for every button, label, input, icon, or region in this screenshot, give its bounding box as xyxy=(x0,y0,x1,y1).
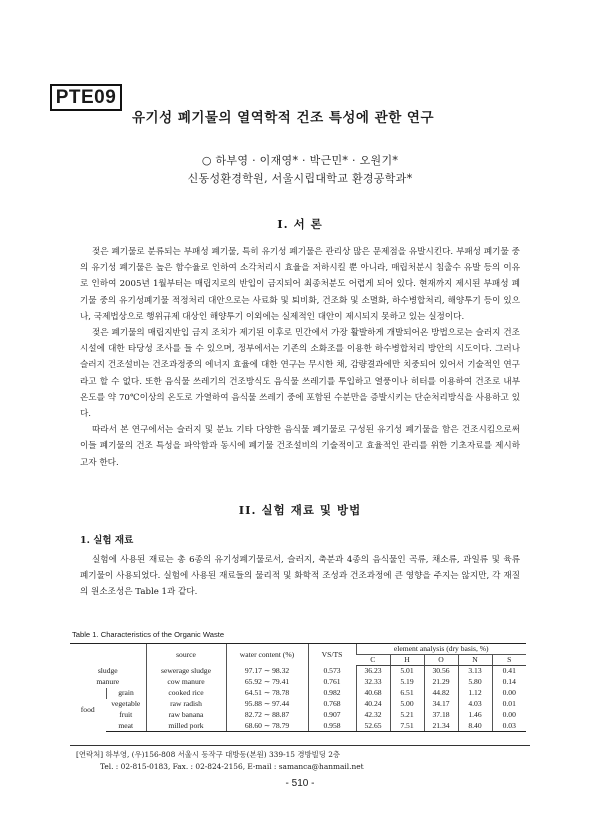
table-row xyxy=(70,721,526,732)
row-h: 5.00 xyxy=(390,699,424,710)
header-source: source xyxy=(146,644,226,666)
row-n: 5.80 xyxy=(458,677,492,688)
intro-paragraph: 젖은 폐기물의 매립지반입 금지 조치가 제기된 이후로 민간에서 가장 활발하게 개발되어온 방법으로는 슬러지 건조시설에 대한 타당성 조사를 들 수 있으며, 정부에서는 기존의 소화조를 이용한 하수병합처리 방안의 시도이다. 그러나 슬러지 건조설비는 건조과정중의 에너지 효율에 대한 연구는 무시한 채, 감량결과에만 치중되어 있어서 기술적인 연구라고 할 수 없다. 또한 음식물 쓰레기의 건조방식도 음식물 쓰레기를 투입하고 열풍이나 히터를 이용하여 건조로 내부온도를 약 70℃이상의 온도로 가열하여 음식물 쓰레기 중에 포함된 수분만을 증발시키는 단순처리방식을 사용하고 있다. xyxy=(80,328,520,420)
table-row xyxy=(70,710,526,721)
row-source: raw radish xyxy=(146,699,226,710)
header-element-c: C xyxy=(356,655,390,666)
row-o: 44.82 xyxy=(424,688,458,699)
waste-characteristics-table xyxy=(70,643,526,732)
row-n: 1.12 xyxy=(458,688,492,699)
row-category: vegetable xyxy=(111,699,141,708)
row-h: 5.21 xyxy=(390,710,424,721)
row-s: 0.00 xyxy=(492,710,526,721)
intro-paragraph: 따라서 본 연구에서는 슬러지 및 분뇨 기타 다양한 음식물 폐기물로 구성된 유기성 폐기물을 함은 건조시킴으로써 이들 폐기물의 건조 특성을 파악함과 동시에 폐기물 건조설비의 기술적이고 효율적인 관리를 위한 기초자료를 제시하고자 한다. xyxy=(80,425,520,468)
footnote-contact-line: [연락처] 하부영, (우)156-808 서울시 동작구 대방동(본원) 339-15 경방빌딩 2층 xyxy=(76,750,341,759)
authors-line: ○ 하부영 · 이재영* · 박근민* · 오원기* xyxy=(201,154,399,167)
subsection-heading-materials: 1. 실험 재료 xyxy=(80,535,134,546)
row-o: 30.56 xyxy=(424,666,458,677)
row-category: manure xyxy=(96,677,120,686)
table-row xyxy=(70,666,526,677)
row-h: 7.51 xyxy=(390,721,424,732)
row-h: 5.19 xyxy=(390,677,424,688)
table-caption: Table 1. Characteristics of the Organic Waste xyxy=(72,630,225,639)
contact-footnote xyxy=(76,749,536,773)
row-h: 6.51 xyxy=(390,688,424,699)
row-c: 52.65 xyxy=(356,721,390,732)
affiliation-line: 신동성환경학원, 서울시립대학교 환경공학과* xyxy=(187,172,413,185)
materials-body xyxy=(80,552,520,601)
row-water-content: 65.92 ∼ 79.41 xyxy=(226,677,308,688)
materials-paragraph: 실험에 사용된 재료는 총 6종의 유기성폐기물로서, 슬러지, 축분과 4종의 음식물인 곡류, 채소류, 과일류 및 육류 폐기물이 사용되었다. 실험에 사용된 재료들의 물리적 및 화학적 조성과 건조과정에 큰 영향을 주지는 않지만, 각 재질의 원소조성은 Table 1과 같다. xyxy=(80,555,520,598)
row-water-content: 95.88 ∼ 97.44 xyxy=(226,699,308,710)
row-category: grain xyxy=(106,688,146,699)
row-vs-ts: 0.768 xyxy=(308,699,356,710)
row-water-content: 82.72 ∼ 88.87 xyxy=(226,710,308,721)
page-number: - 510 - xyxy=(285,778,315,789)
row-source: cooked rice xyxy=(146,688,226,699)
row-vs-ts: 0.907 xyxy=(308,710,356,721)
row-category: meat xyxy=(106,721,146,732)
row-c: 40.24 xyxy=(356,699,390,710)
row-vs-ts: 0.958 xyxy=(308,721,356,732)
row-water-content: 68.60 ∼ 78.79 xyxy=(226,721,308,732)
row-vs-ts: 0.761 xyxy=(308,677,356,688)
section-heading-methods: II. 실험 재료 및 방법 xyxy=(238,503,362,517)
row-s: 0.00 xyxy=(492,688,526,699)
row-vs-ts: 0.982 xyxy=(308,688,356,699)
header-element-n: N xyxy=(458,655,492,666)
row-source: raw banana xyxy=(146,710,226,721)
row-group-food: food xyxy=(80,704,95,714)
row-category: sludge xyxy=(97,666,118,675)
row-o: 21.29 xyxy=(424,677,458,688)
row-s: 0.03 xyxy=(492,721,526,732)
row-c: 42.32 xyxy=(356,710,390,721)
row-n: 8.40 xyxy=(458,721,492,732)
header-blank xyxy=(70,644,146,666)
row-c: 40.68 xyxy=(356,688,390,699)
row-n: 4.03 xyxy=(458,699,492,710)
header-vs-ts: VS/TS xyxy=(308,644,356,666)
row-o: 34.17 xyxy=(424,699,458,710)
row-vs-ts: 0.573 xyxy=(308,666,356,677)
row-water-content: 64.51 ∼ 78.78 xyxy=(226,688,308,699)
table-row xyxy=(70,699,526,710)
paper-title: 유기성 폐기물의 열역학적 건조 특성에 관한 연구 xyxy=(132,110,435,126)
introduction-body xyxy=(80,244,520,471)
row-o: 21.34 xyxy=(424,721,458,732)
footnote-phone-email-line: Tel. : 02-815-0183, Fax. : 02-824-2156, E-mail : samanca@hanmail.net xyxy=(100,762,364,771)
row-s: 0.14 xyxy=(492,677,526,688)
row-source: sewerage sludge xyxy=(146,666,226,677)
intro-paragraph: 젖은 폐기물로 분류되는 부패성 폐기물, 특히 유기성 폐기물은 관리상 많은 문제점을 유발시킨다. 부패성 폐기물 중의 유기성 폐기물은 높은 함수율로 인하여 소각처리시 효율을 저하시킬 뿐 아니라, 매립처분시 침출수 유발 등의 이유로 인하여 2005년 1월부터는 매립지로의 반입이 금지되어 최종처분도 어렵게 되어 있다. 현재까지 제시된 부패성 폐기물 중의 유기성폐기물 적정처리 대안으로는 사료화 및 퇴비화, 건조화 및 소멸화, 하수병합처리, 해양투기 등이 있으나, 국제법상으로 행위규제 대상인 해양투기 이외에는 실제적인 대안이 제시되지 못하고 있는 실정이다. xyxy=(80,247,520,322)
header-element-analysis: element analysis (dry basis, %) xyxy=(356,644,526,655)
row-c: 32.33 xyxy=(356,677,390,688)
table-row xyxy=(70,688,526,699)
row-source: cow manure xyxy=(146,677,226,688)
row-o: 37.18 xyxy=(424,710,458,721)
row-s: 0.41 xyxy=(492,666,526,677)
section-heading-introduction: I. 서 론 xyxy=(277,217,323,231)
row-category: fruit xyxy=(119,710,133,719)
table-header-row xyxy=(70,644,526,655)
row-source: milled pork xyxy=(146,721,226,732)
header-element-s: S xyxy=(492,655,526,666)
header-water-content: water content (%) xyxy=(226,644,308,666)
header-element-o: O xyxy=(424,655,458,666)
row-s: 0.01 xyxy=(492,699,526,710)
row-h: 5.01 xyxy=(390,666,424,677)
row-water-content: 97.17 ∼ 98.32 xyxy=(226,666,308,677)
paper-code-box: PTE09 xyxy=(50,84,122,111)
table-row xyxy=(70,677,526,688)
header-element-h: H xyxy=(390,655,424,666)
row-n: 1.46 xyxy=(458,710,492,721)
row-n: 3.13 xyxy=(458,666,492,677)
row-c: 36.23 xyxy=(356,666,390,677)
footnote-divider xyxy=(70,745,530,746)
